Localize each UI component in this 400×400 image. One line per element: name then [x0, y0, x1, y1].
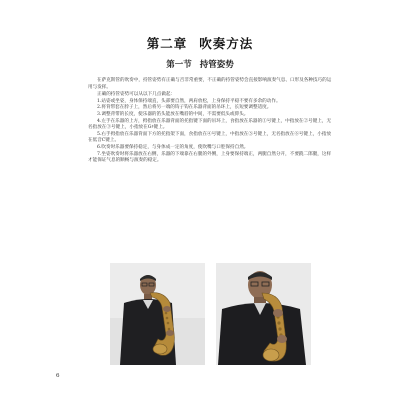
saxophonist-standing-illustration [110, 263, 205, 365]
body-text [88, 78, 334, 165]
section-title [0, 58, 400, 70]
page-number: 6 [56, 373, 60, 379]
paragraph-intro: 在萨克斯管的吹奏中，持管姿势有正确与否非常重要，不正确的持管姿势会直接影响演奏气息、口形及各种技巧的运用与发挥。 [88, 78, 332, 90]
figure-closeup-photo [216, 263, 311, 365]
figure-standing-photo [110, 263, 205, 365]
paragraph-item-3: 3.调整背带的长度，使乐器的笛头能放在嘴唇的中间，不需要低头或仰头。 [97, 111, 249, 117]
paragraph-item-2: 2.将背带套在脖子上，然后将另一端的钩子钩在乐器背面的吊环上，长短要调整适度。 [97, 105, 272, 111]
paragraph-item-1: 1.站姿或坐姿，身体保持端直，头部要自然，两肩放松，上身保持平稳不要有多余的动作。 [97, 98, 281, 104]
paragraph-item-4: 4.左手在乐器的上方，拇指放在乐器背面的托指键下面的吊环上，食指放在乐器的①号键上，中指放在②号键上，无名指放在③号键上，小指放在G♯键上。 [88, 118, 332, 131]
saxophonist-closeup-illustration [216, 263, 311, 365]
chapter-title [0, 34, 400, 52]
section-name: 持管姿势 [199, 60, 234, 70]
chapter-number: 第二章 [146, 36, 188, 51]
paragraph-lead: 正确的持管姿势可以从以下几点做起： [97, 92, 176, 98]
chapter-name: 吹奏方法 [199, 36, 254, 51]
section-number: 第一节 [166, 60, 192, 70]
paragraph-item-5: 5.右手拇指放在乐器背面下方的托指架下面，食指放在④号键上，中指放在⑤号键上，无名指放在⑥号键上，小指放在低音C键上。 [88, 131, 332, 144]
figure-photos [110, 263, 310, 365]
paragraph-item-7: 7.坐姿吹奏时将乐器放在右侧，乐器的下端靠在右腿的外侧，上身要保持端正，两腿自然分开，不要跷二郎腿，这样才能保证气息的顺畅与演奏的稳定。 [88, 151, 332, 164]
paragraph-item-6: 6.吹奏时乐器要保持稳定，与身体成一定的角度，使吹嘴与口腔保持自然。 [97, 144, 249, 150]
